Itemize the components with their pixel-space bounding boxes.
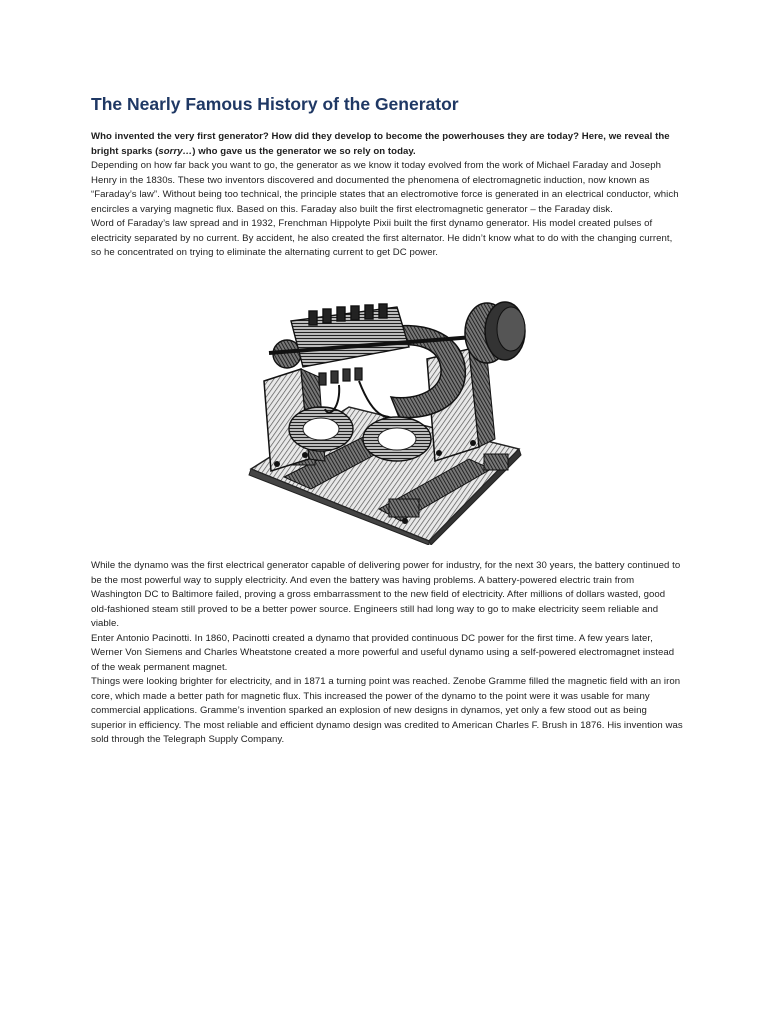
intro-text-end: ) who gave us the generator we so rely on today.	[192, 145, 416, 157]
intro-paragraph	[91, 130, 681, 159]
paragraph-pixii-dynamo: Word of Faraday’s law spread and in 1932, Frenchman Hippolyte Pixii built the first dynamo generator. His model created pulses of electricity separated by no current. By accident, he also created the first alternator. He didn’t know what to do with the changing current, so he concentrated on trying to eliminate the alternating current to get DC power.	[91, 218, 673, 258]
paragraph-pacinotti: Enter Antonio Pacinotti. In 1860, Pacinotti created a dynamo that provided continuous DC power for the first time. A few years later, Werner Von Siemens and Charles Wheatstone created a more powerful and useful dynamo using a self-powered electromagnet instead of the weak permanent magnet.	[91, 632, 675, 673]
body-text-top	[91, 159, 681, 261]
intro-text-start: Who invented the very first generator? How did they develop to become the powerhouses they are today? Here, we reveal the bright sparks (	[91, 131, 670, 157]
paragraph-battery-era: While the dynamo was the first electrical generator capable of delivering power for industry, for the next 30 years, the battery continued to be the most powerful way to supply electricity. And even the battery was having problems. A battery-powered electric train from Washington DC to Baltimore failed, proving a gross embarrassment to the new field of electricity. After millions of dollars wasted, good old-fashioned steam still proved to be a better power source. Engineers still had long way to go to make electricity seem reliable and viable.	[91, 560, 681, 629]
paragraph-faraday-law: Depending on how far back you want to go, the generator as we know it today evolved from the work of Michael Faraday and Joseph Henry in the 1830s. These two inventors discovered and documented the phenomena of electromagnetic induction, now known as “Faraday’s law”. Without being too technical, the principle states that an electromotive force is generated in an electrical conductor, which encircles a varying magnetic flux. Based on this. Faraday also built the first electromagnetic generator – the Faraday disk.	[91, 160, 679, 215]
paragraph-gramme-brush: Things were looking brighter for electricity, and in 1871 a turning point was reached. Zenobe Gramme filled the magnetic field with an iron core, which made a better path for magnetic flux. This increased the power of the dynamo to the point were it was usable for many commercial applications. Gramme’s invention sparked an explosion of new designs in dynamos, yet only a few stood out as being superior in efficiency. The most reliable and efficient dynamo design was credited to American Charles F. Brush in 1876. His invention was sold through the Telegraph Supply Company.	[91, 676, 683, 745]
dynamo-engraving-illustration	[229, 289, 539, 545]
page-title: The Nearly Famous History of the Generator	[91, 94, 459, 114]
intro-text-emphasis: sorry…	[158, 145, 193, 157]
body-text-bottom	[91, 559, 683, 748]
